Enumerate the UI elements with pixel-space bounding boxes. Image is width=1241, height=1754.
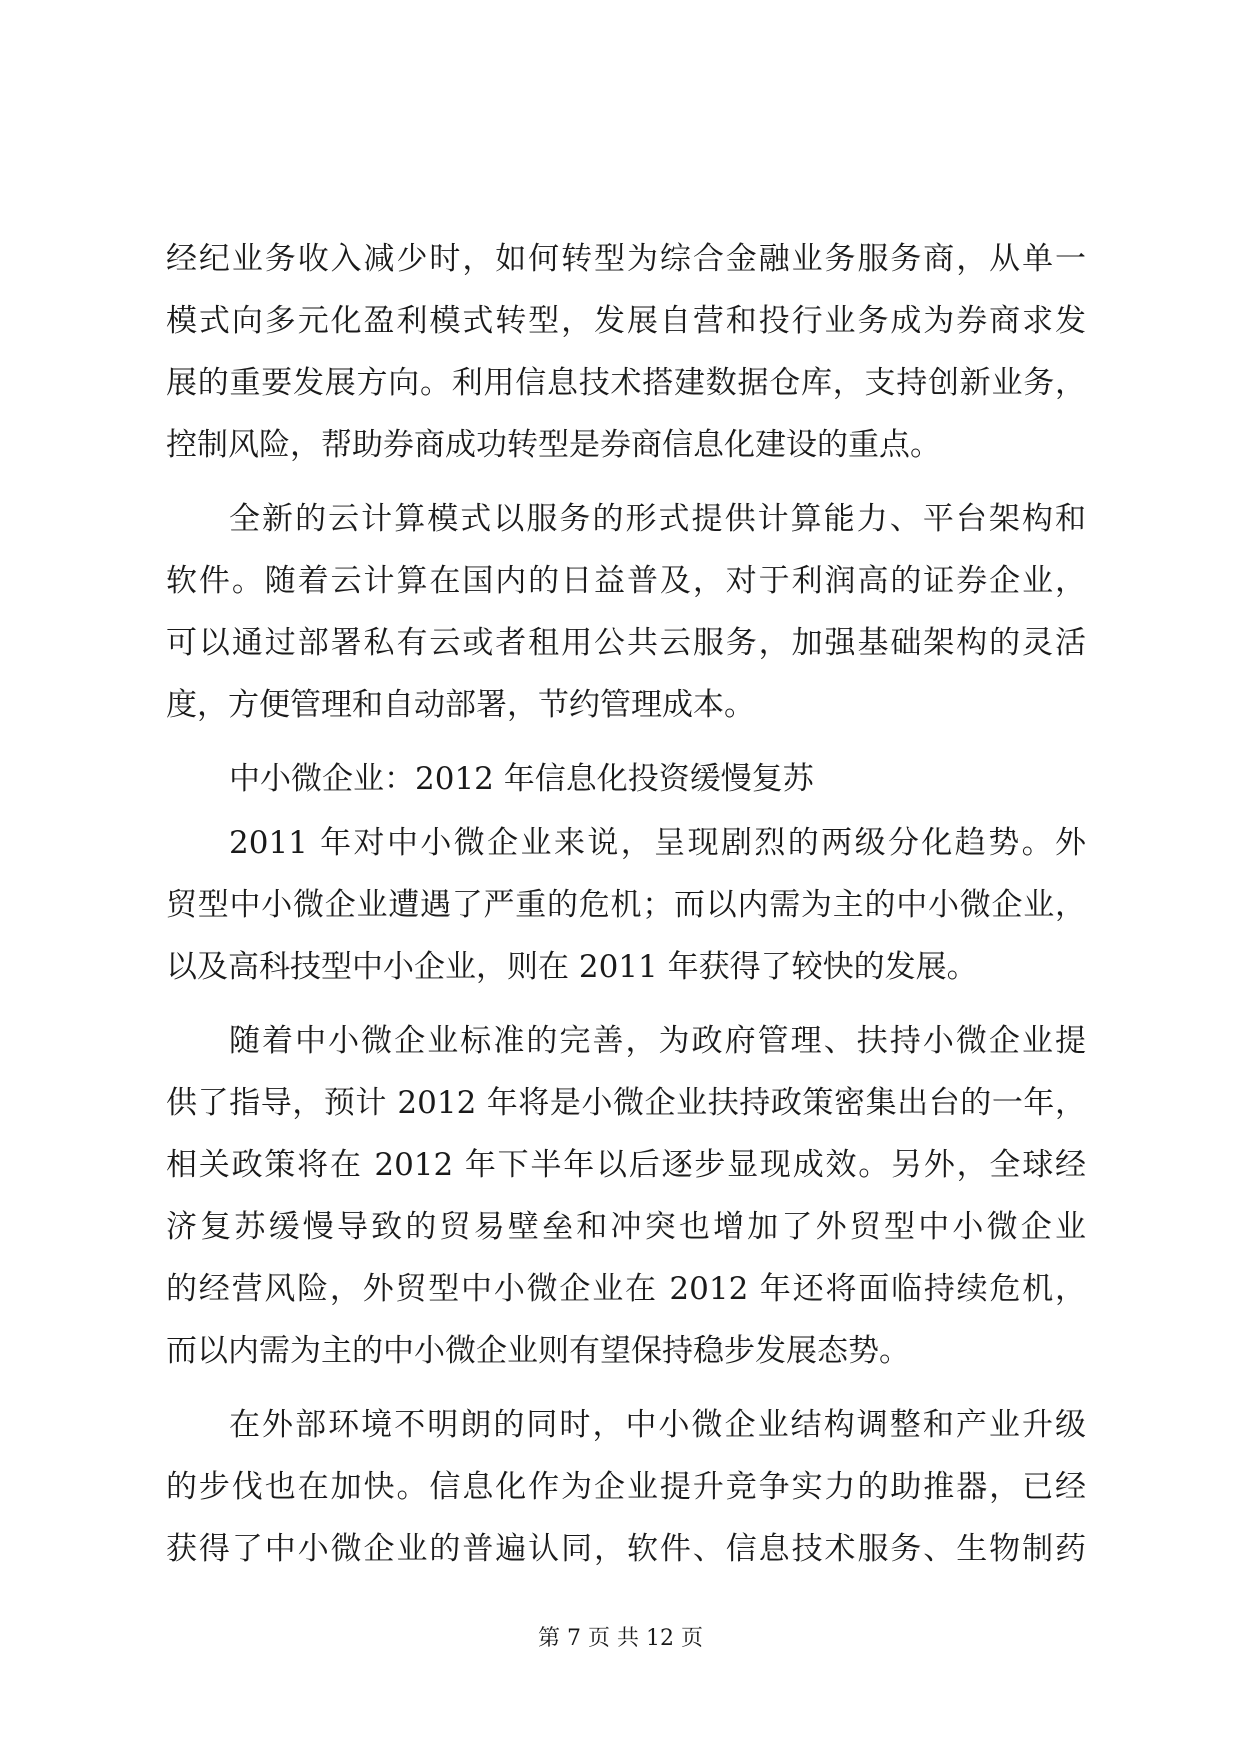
text-line: 的经营风险，外贸型中小微企业在 2012 年还将面临持续危机， — [166, 1271, 1086, 1307]
heading-line: 中小微企业：2012 年信息化投资缓慢复苏 — [229, 761, 814, 797]
text-line: 而以内需为主的中小微企业则有望保持稳步发展态势。 — [166, 1333, 910, 1369]
text-line: 展的重要发展方向。利用信息技术搭建数据仓库，支持创新业务， — [166, 365, 1086, 401]
text-line: 贸型中小微企业遭遇了严重的危机；而以内需为主的中小微企业， — [166, 887, 1086, 923]
text-line: 随着中小微企业标准的完善，为政府管理、扶持小微企业提 — [229, 1023, 1086, 1059]
body-text — [166, 228, 1086, 1580]
text-line: 2011 年对中小微企业来说，呈现剧烈的两级分化趋势。外 — [229, 825, 1086, 861]
text-line: 软件。随着云计算在国内的日益普及，对于利润高的证券企业， — [166, 563, 1086, 599]
text-line: 的步伐也在加快。信息化作为企业提升竞争实力的助推器，已经 — [166, 1469, 1086, 1505]
paragraph-4 — [166, 1010, 1086, 1382]
text-line: 获得了中小微企业的普遍认同，软件、信息技术服务、生物制药 — [166, 1531, 1086, 1567]
text-line: 经纪业务收入减少时，如何转型为综合金融业务服务商，从单一 — [166, 241, 1086, 277]
text-line: 供了指导，预计 2012 年将是小微企业扶持政策密集出台的一年， — [166, 1085, 1086, 1121]
text-line: 控制风险，帮助券商成功转型是券商信息化建设的重点。 — [166, 427, 941, 463]
paragraph-1 — [166, 228, 1086, 476]
page-footer — [0, 1624, 1241, 1654]
text-line: 相关政策将在 2012 年下半年以后逐步显现成效。另外，全球经 — [166, 1147, 1086, 1183]
text-line: 模式向多元化盈利模式转型，发展自营和投行业务成为券商求发 — [166, 303, 1086, 339]
text-line: 可以通过部署私有云或者租用公共云服务，加强基础架构的灵活 — [166, 625, 1086, 661]
page-number: 第 7 页 共 12 页 — [538, 1626, 703, 1651]
text-line: 济复苏缓慢导致的贸易壁垒和冲突也增加了外贸型中小微企业 — [166, 1209, 1086, 1245]
paragraph-2 — [166, 488, 1086, 736]
text-line: 全新的云计算模式以服务的形式提供计算能力、平台架构和 — [229, 501, 1086, 537]
section-heading — [166, 748, 1086, 810]
text-line: 以及高科技型中小企业，则在 2011 年获得了较快的发展。 — [166, 949, 978, 985]
paragraph-5 — [166, 1394, 1086, 1580]
text-line: 在外部环境不明朗的同时，中小微企业结构调整和产业升级 — [229, 1407, 1086, 1443]
paragraph-3 — [166, 812, 1086, 998]
text-line: 度，方便管理和自动部署，节约管理成本。 — [166, 687, 755, 723]
